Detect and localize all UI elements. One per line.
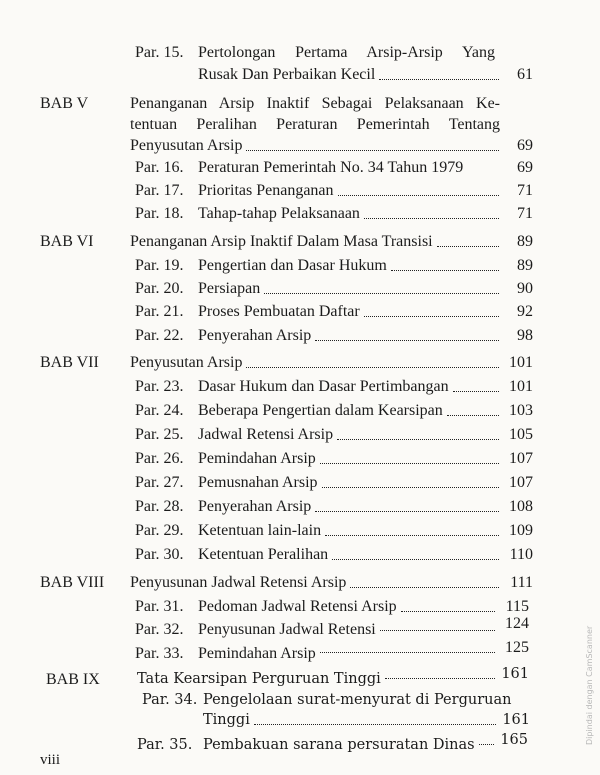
dot-leader <box>385 678 495 679</box>
toc-entry-title: Rusak Dan Perbaikan Kecil <box>198 66 376 83</box>
toc-page-number: 89 <box>517 257 533 274</box>
toc-chapter-label: BAB VII <box>40 354 99 371</box>
dot-leader <box>350 587 499 588</box>
toc-par-label: Par. 21. <box>135 303 184 320</box>
footer-page-number: viii <box>40 752 61 768</box>
toc-entry <box>198 204 533 224</box>
toc-page-number: 165 <box>500 732 528 748</box>
toc-entry <box>137 664 529 687</box>
toc-page-number: 107 <box>509 474 533 491</box>
toc-entry-title: Tahap-tahap Pelaksanaan <box>198 205 360 222</box>
toc-page-number: 90 <box>517 280 533 297</box>
dot-leader <box>379 79 499 80</box>
toc-entry <box>130 573 533 593</box>
toc-page-number: 109 <box>509 522 533 539</box>
toc-entry <box>198 377 533 397</box>
dot-leader <box>401 611 495 612</box>
toc-par-label: Par. 32. <box>135 621 184 638</box>
toc-page-number: 108 <box>509 498 533 515</box>
toc-page-number: 89 <box>517 233 533 250</box>
dot-leader <box>320 652 495 653</box>
toc-entry-title: Peraturan Pemerintah No. 34 Tahun 1979 <box>198 159 464 176</box>
dot-leader <box>264 293 499 294</box>
dot-leader <box>315 340 499 341</box>
toc-page-number: 101 <box>509 354 533 371</box>
toc-chapter-title: Penyusutan Arsip <box>130 137 243 154</box>
toc-entry <box>198 616 529 636</box>
toc-entry-title: Ketentuan Peralihan <box>198 546 329 563</box>
toc-par-label: Par. 25. <box>135 426 184 443</box>
toc-entry <box>198 326 533 346</box>
toc-chapter-title: Penanganan Arsip Inaktif Sebagai Pelaksanaan Ke- <box>130 95 500 112</box>
toc-entry <box>198 302 533 322</box>
toc-entry-title: Ketentuan lain-lain <box>198 522 322 539</box>
dot-leader <box>254 724 496 725</box>
toc-chapter-label: BAB VI <box>40 233 94 250</box>
toc-entry <box>198 181 533 201</box>
dot-leader <box>479 744 494 745</box>
toc-entry <box>203 730 528 753</box>
toc-page-number: 92 <box>517 303 533 320</box>
toc-chapter-title: Penyusutan Arsip <box>130 354 243 371</box>
toc-entry <box>198 521 533 541</box>
toc-page-number: 111 <box>510 574 533 591</box>
toc-entry <box>198 65 533 85</box>
toc-par-label: Par. 15. <box>135 44 184 61</box>
toc-par-label: Par. 33. <box>135 645 184 662</box>
toc-entry-title: Pedoman Jadwal Retensi Arsip <box>198 598 397 615</box>
toc-page-number: 125 <box>505 639 529 656</box>
dot-leader <box>246 150 499 151</box>
toc-par-label: Par. 35. <box>137 737 193 753</box>
toc-par-label: Par. 23. <box>135 378 184 395</box>
dot-leader <box>447 415 499 416</box>
dot-leader <box>315 511 499 512</box>
toc-chapter-label: BAB IX <box>46 671 100 688</box>
dot-leader <box>391 270 499 271</box>
dot-leader <box>332 559 499 560</box>
toc-entry-title: Pembakuan sarana persuratan Dinas <box>203 737 475 753</box>
toc-entry <box>198 597 529 617</box>
toc-entry-title: Pertolongan Pertama Arsip-Arsip Yang <box>198 44 495 61</box>
dot-leader <box>338 195 499 196</box>
toc-entry-title: Proses Pembuatan Daftar <box>198 303 360 320</box>
toc-page-number: 107 <box>509 450 533 467</box>
toc-entry <box>130 353 533 373</box>
dot-leader <box>453 391 499 392</box>
dot-leader <box>380 630 495 631</box>
dot-leader <box>364 218 499 219</box>
toc-entry <box>198 449 533 469</box>
toc-page-number: 71 <box>517 182 533 199</box>
toc-entry-title: Prioritas Penanganan <box>198 182 334 199</box>
toc-chapter-label: BAB V <box>40 95 89 112</box>
toc-chapter-label: BAB VIII <box>40 574 105 591</box>
toc-par-label: Par. 30. <box>135 546 184 563</box>
toc-page-number: 71 <box>517 205 533 222</box>
toc-entry-title: Pemusnahan Arsip <box>198 474 318 491</box>
toc-entry <box>203 710 530 730</box>
dot-leader <box>246 367 499 368</box>
toc-entry-title: Pemindahan Arsip <box>198 450 316 467</box>
toc-entry <box>198 638 529 662</box>
toc-entry <box>130 232 533 252</box>
toc-par-label: Par. 29. <box>135 522 184 539</box>
toc-par-label: Par. 27. <box>135 474 184 491</box>
toc-entry-title: Jadwal Retensi Arsip <box>198 426 334 443</box>
toc-entry-title: Beberapa Pengertian dalam Kearsipan <box>198 402 443 419</box>
toc-page-number: 161 <box>501 666 529 682</box>
toc-page-number: 69 <box>517 159 533 176</box>
toc-chapter-title: tentuan Peralihan Peraturan Pemerintah Tentang <box>130 116 500 133</box>
dot-leader <box>437 246 499 247</box>
toc-page-number: 101 <box>509 378 533 395</box>
toc-entry <box>198 497 533 517</box>
toc-entry <box>198 279 533 299</box>
toc-page-number: 124 <box>505 615 529 632</box>
toc-page-number: 115 <box>505 598 529 615</box>
dot-leader <box>325 535 499 536</box>
toc-page-number: 98 <box>517 327 533 344</box>
toc-entry <box>130 136 533 156</box>
toc-page-number: 161 <box>502 712 530 728</box>
scanner-watermark: Dipindai dengan CamScanner <box>585 625 594 745</box>
toc-page-number: 61 <box>517 66 533 83</box>
dot-leader <box>322 487 499 488</box>
toc-entry-title: Penyerahan Arsip <box>198 498 312 515</box>
toc-entry-title: Tinggi <box>203 712 250 728</box>
toc-page-number: 103 <box>509 402 533 419</box>
toc-chapter-title: Penanganan Arsip Inaktif Dalam Masa Transisi <box>130 233 433 250</box>
toc-entry <box>198 425 533 445</box>
toc-entry <box>198 473 533 493</box>
toc-entry-title: Pengertian dan Dasar Hukum <box>198 257 387 274</box>
toc-entry-title: Pengelolaan surat-menyurat di Perguruan <box>203 692 512 708</box>
toc-entry-title: Pemindahan Arsip <box>198 645 316 662</box>
toc-entry <box>198 158 533 178</box>
toc-par-label: Par. 26. <box>135 450 184 467</box>
toc-par-label: Par. 16. <box>135 159 184 176</box>
dot-leader <box>320 463 499 464</box>
toc-entry-title: Dasar Hukum dan Dasar Pertimbangan <box>198 378 449 395</box>
toc-chapter-title: Penyusunan Jadwal Retensi Arsip <box>130 574 347 591</box>
toc-par-label: Par. 20. <box>135 280 184 297</box>
toc-entry <box>198 401 533 421</box>
toc-par-label: Par. 17. <box>135 182 184 199</box>
toc-chapter-title: Tata Kearsipan Perguruan Tinggi <box>137 671 381 687</box>
toc-par-label: Par. 18. <box>135 205 184 222</box>
toc-entry <box>198 256 533 276</box>
toc-par-label: Par. 24. <box>135 402 184 419</box>
dot-leader <box>364 316 499 317</box>
toc-par-label: Par. 19. <box>135 257 184 274</box>
toc-entry-title: Penyerahan Arsip <box>198 327 312 344</box>
toc-par-label: Par. 31. <box>135 598 184 615</box>
toc-par-label: Par. 22. <box>135 327 184 344</box>
toc-par-label: Par. 28. <box>135 498 184 515</box>
toc-page-number: 69 <box>517 137 533 154</box>
toc-par-label: Par. 34. <box>142 692 198 708</box>
toc-page-number: 110 <box>509 546 533 563</box>
dot-leader <box>337 439 499 440</box>
toc-page-number: 105 <box>509 426 533 443</box>
toc-entry-title: Penyusunan Jadwal Retensi <box>198 621 376 638</box>
toc-entry <box>198 545 533 565</box>
toc-entry-title: Persiapan <box>198 280 261 297</box>
